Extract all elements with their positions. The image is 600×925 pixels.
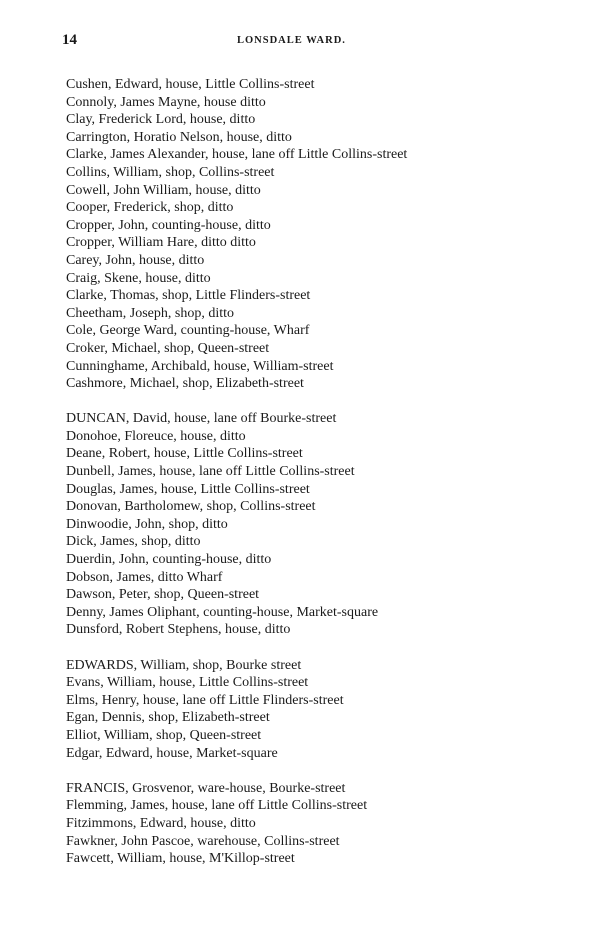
list-item: Cropper, William Hare, ditto ditto xyxy=(66,235,256,251)
list-item: Clarke, James Alexander, house, lane off Little Collins-street xyxy=(66,147,408,163)
list-item: Carey, John, house, ditto xyxy=(66,252,205,268)
list-item: Dunsford, Robert Stephens, house, ditto xyxy=(66,622,291,638)
list-item: Cunninghame, Archibald, house, William-street xyxy=(66,358,334,374)
list-item: Cushen, Edward, house, Little Collins-street xyxy=(66,77,315,92)
list-item: DUNCAN, David, house, lane off Bourke-street xyxy=(66,411,337,427)
list-item: Dinwoodie, John, shop, ditto xyxy=(66,516,228,532)
list-item: Carrington, Horatio Nelson, house, ditto xyxy=(66,129,292,145)
list-item: Elliot, William, shop, Queen-street xyxy=(66,727,262,743)
list-item: Flemming, James, house, lane off Little Collins-street xyxy=(66,798,368,814)
list-item: Fawcett, William, house, M'Killop-street xyxy=(66,851,295,867)
list-item: Edgar, Edward, house, Market-square xyxy=(66,745,278,761)
list-item: FRANCIS, Grosvenor, ware-house, Bourke-street xyxy=(66,780,346,796)
list-item: Cooper, Frederick, shop, ditto xyxy=(66,200,234,216)
list-item: Cowell, John William, house, ditto xyxy=(66,182,261,198)
list-item: Cashmore, Michael, shop, Elizabeth-street xyxy=(66,376,304,392)
list-item: Cheetham, Joseph, shop, ditto xyxy=(66,305,234,321)
page-number: 14 xyxy=(62,32,77,48)
list-item: Fitzimmons, Edward, house, ditto xyxy=(66,815,256,831)
list-item: Donovan, Bartholomew, shop, Collins-street xyxy=(66,499,316,515)
page-header xyxy=(62,32,552,52)
running-head: LONSDALE WARD. xyxy=(237,35,346,46)
list-item: Collins, William, shop, Collins-street xyxy=(66,164,275,180)
list-item: Duerdin, John, counting-house, ditto xyxy=(66,552,272,568)
section-gap xyxy=(66,393,566,411)
list-item: Dunbell, James, house, lane off Little Collins-street xyxy=(66,464,355,480)
list-item: Denny, James Oliphant, counting-house, Market-square xyxy=(66,604,379,620)
list-item: Dawson, Peter, shop, Queen-street xyxy=(66,587,260,603)
list-item: Clarke, Thomas, shop, Little Flinders-street xyxy=(66,288,311,304)
list-item: Croker, Michael, shop, Queen-street xyxy=(66,340,270,356)
list-item: Evans, William, house, Little Collins-street xyxy=(66,675,309,691)
list-item: Elms, Henry, house, lane off Little Flinders-street xyxy=(66,692,344,708)
section-gap xyxy=(66,762,566,780)
list-item: Cropper, John, counting-house, ditto xyxy=(66,217,271,233)
section-gap xyxy=(66,639,566,657)
list-item: EDWARDS, William, shop, Bourke street xyxy=(66,657,302,673)
list-item: Deane, Robert, house, Little Collins-street xyxy=(66,446,303,462)
list-item: Craig, Skene, house, ditto xyxy=(66,270,211,286)
list-item: Connoly, James Mayne, house ditto xyxy=(66,94,266,110)
list-item: Fawkner, John Pascoe, warehouse, Collins-street xyxy=(66,833,340,849)
list-item: Dick, James, shop, ditto xyxy=(66,534,201,550)
list-item: Douglas, James, house, Little Collins-street xyxy=(66,481,310,497)
list-item: Clay, Frederick Lord, house, ditto xyxy=(66,112,256,128)
list-item: Donohoe, Floreuce, house, ditto xyxy=(66,428,246,444)
list-item: Dobson, James, ditto Wharf xyxy=(66,569,223,585)
list-item: Cole, George Ward, counting-house, Wharf xyxy=(66,323,310,339)
list-item: Egan, Dennis, shop, Elizabeth-street xyxy=(66,710,270,726)
directory-entries xyxy=(66,76,566,868)
